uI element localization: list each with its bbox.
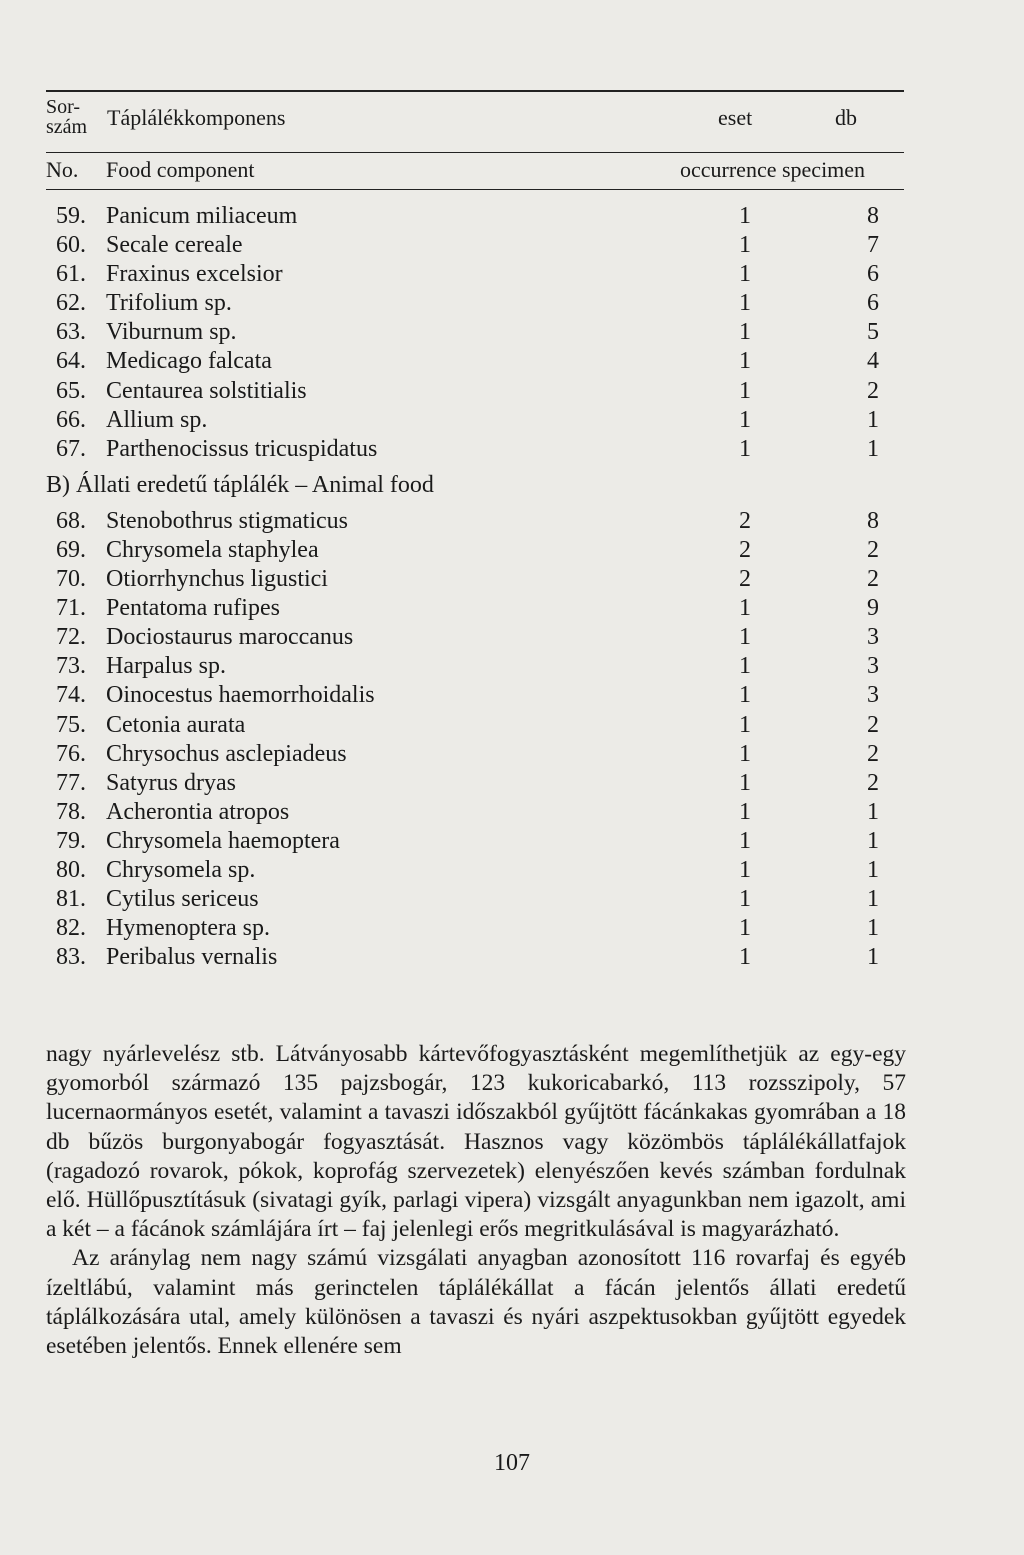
food-component-name: Medicago falcata (106, 348, 272, 375)
row-number: 63. (56, 319, 86, 346)
food-component-name: Stenobothrus stigmaticus (106, 507, 348, 534)
food-component-name: Dociostaurus maroccanus (106, 624, 354, 651)
table-row (46, 885, 904, 914)
header-mid-rule (46, 152, 904, 153)
table-row (46, 681, 904, 710)
occurrence-count: 1 (739, 769, 751, 796)
header-no: No. (46, 157, 79, 182)
header-szam: szám (46, 116, 88, 138)
specimen-count: 3 (867, 682, 879, 709)
specimen-count: 7 (867, 232, 879, 259)
occurrence-count: 1 (739, 290, 751, 317)
header-eset: eset (718, 105, 753, 130)
food-component-name: Hymenoptera sp. (106, 915, 270, 942)
row-number: 83. (56, 944, 86, 971)
food-component-name: Harpalus sp. (106, 653, 226, 680)
food-component-name: Trifolium sp. (106, 290, 232, 317)
occurrence-count: 1 (739, 886, 751, 913)
row-number: 66. (56, 406, 86, 433)
occurrence-count: 1 (739, 915, 751, 942)
row-number: 70. (56, 566, 86, 593)
table-row (46, 507, 904, 536)
row-number: 71. (56, 595, 86, 622)
occurrence-count: 2 (739, 536, 751, 563)
paragraph-2: Az aránylag nem nagy számú vizsgálati anyagban azonosított 116 rovarfaj és egyéb ízeltlábú, valamint más gerinctelen táplálékállat a fácán jelentős állati eredetű táplálkozására utal, amely különösen a tavaszi és nyári aszpektusokban gyűjtött egyedek esetében jelentős. Ennek ellenére sem (46, 1245, 906, 1360)
table-row (46, 594, 904, 623)
table-row (46, 377, 904, 406)
row-number: 60. (56, 232, 86, 259)
row-number: 77. (56, 769, 86, 796)
specimen-count: 2 (867, 711, 879, 738)
row-number: 67. (56, 435, 86, 462)
occurrence-count: 1 (739, 348, 751, 375)
plant-rows (46, 202, 904, 464)
specimen-count: 6 (867, 261, 879, 288)
occurrence-count: 1 (739, 624, 751, 651)
table-row (46, 318, 904, 347)
specimen-count: 9 (867, 595, 879, 622)
food-component-name: Viburnum sp. (106, 319, 237, 346)
row-number: 59. (56, 203, 86, 229)
header-sor: Sor- (46, 96, 81, 118)
food-component-name: Panicum miliaceum (106, 203, 298, 229)
table-row (46, 536, 904, 565)
table-row (46, 652, 904, 681)
food-component-name: Cytilus sericeus (106, 886, 259, 913)
food-component-name: Oinocestus haemorrhoidalis (106, 682, 375, 709)
header-component-hu: Táplálékkomponens (107, 105, 286, 130)
specimen-count: 3 (867, 624, 879, 651)
table-row (46, 914, 904, 943)
specimen-count: 8 (867, 507, 879, 534)
specimen-count: 6 (867, 290, 879, 317)
row-number: 72. (56, 624, 86, 651)
occurrence-count: 1 (739, 856, 751, 883)
food-component-name: Satyrus dryas (106, 769, 236, 796)
occurrence-count: 1 (739, 944, 751, 971)
food-component-name: Acherontia atropos (106, 798, 290, 825)
header-occurrence-specimen: occurrence specimen (680, 157, 866, 182)
food-component-name: Cetonia aurata (106, 711, 246, 738)
header-bottom-rule (46, 189, 904, 190)
section-animal-food-heading: B) Állati eredetű táplálék – Animal food (46, 471, 434, 498)
table-row (46, 798, 904, 827)
row-number: 81. (56, 886, 86, 913)
table-row (46, 740, 904, 769)
occurrence-count: 1 (739, 827, 751, 854)
specimen-count: 2 (867, 740, 879, 767)
specimen-count: 5 (867, 319, 879, 346)
row-number: 65. (56, 377, 86, 404)
occurrence-count: 2 (739, 507, 751, 534)
table-row (46, 856, 904, 885)
row-number: 74. (56, 682, 86, 709)
food-component-name: Chrysochus asclepiadeus (106, 740, 347, 767)
occurrence-count: 1 (739, 203, 751, 229)
specimen-count: 2 (867, 566, 879, 593)
specimen-count: 3 (867, 653, 879, 680)
specimen-count: 1 (867, 886, 879, 913)
table-row (46, 565, 904, 594)
occurrence-count: 1 (739, 232, 751, 259)
specimen-count: 1 (867, 944, 879, 971)
row-number: 73. (56, 653, 86, 680)
table-row (46, 202, 904, 231)
food-component-name: Chrysomela staphylea (106, 536, 319, 563)
occurrence-count: 1 (739, 319, 751, 346)
table-row (46, 711, 904, 740)
food-component-name: Secale cereale (106, 232, 243, 259)
food-component-name: Pentatoma rufipes (106, 595, 280, 622)
food-component-name: Chrysomela haemoptera (106, 827, 340, 854)
occurrence-count: 1 (739, 435, 751, 462)
row-number: 68. (56, 507, 86, 534)
row-number: 79. (56, 827, 86, 854)
header-db: db (835, 105, 857, 130)
specimen-count: 1 (867, 798, 879, 825)
table-top-rule (46, 90, 904, 92)
row-number: 82. (56, 915, 86, 942)
specimen-count: 8 (867, 203, 879, 229)
food-component-name: Allium sp. (106, 406, 208, 433)
occurrence-count: 1 (739, 798, 751, 825)
specimen-count: 2 (867, 536, 879, 563)
occurrence-count: 1 (739, 261, 751, 288)
table-row (46, 435, 904, 464)
row-number: 62. (56, 290, 86, 317)
table-row (46, 260, 904, 289)
row-number: 69. (56, 536, 86, 563)
occurrence-count: 1 (739, 595, 751, 622)
specimen-count: 1 (867, 827, 879, 854)
food-table (46, 202, 904, 972)
animal-rows (46, 507, 904, 973)
specimen-count: 1 (867, 856, 879, 883)
food-component-name: Centaurea solstitialis (106, 377, 307, 404)
table-row (46, 623, 904, 652)
table-row (46, 827, 904, 856)
occurrence-count: 1 (739, 653, 751, 680)
row-number: 80. (56, 856, 86, 883)
specimen-count: 1 (867, 406, 879, 433)
row-number: 76. (56, 740, 86, 767)
occurrence-count: 1 (739, 740, 751, 767)
specimen-count: 1 (867, 435, 879, 462)
food-component-name: Peribalus vernalis (106, 944, 278, 971)
specimen-count: 2 (867, 769, 879, 796)
occurrence-count: 1 (739, 682, 751, 709)
table-row (46, 231, 904, 260)
row-number: 61. (56, 261, 86, 288)
occurrence-count: 1 (739, 377, 751, 404)
body-text (46, 1040, 906, 1361)
table-row (46, 289, 904, 318)
row-number: 75. (56, 711, 86, 738)
header-component-en: Food component (106, 157, 255, 182)
page-number: 107 (494, 1450, 530, 1476)
paragraph-1: nagy nyárlevelész stb. Látványosabb kártevőfogyasztásként megemlíthetjük az egy-egy gyomorból származó 135 pajzsbogár, 123 kukoricabarkó, 113 rozsszipoly, 57 lucernaormányos esetét, valamint a tavaszi időszakból gyűjtött fácánkakas gyomrában a 18 db bűzös burgonyabogár fogyasztását. Hasznos vagy közömbös táplálékállatfajok (ragadozó rovarok, pókok, koprofág szervezetek) elenyészően kevés számban fordulnak elő. Hüllőpusztításuk (sivatagi gyík, parlagi vipera) vizsgált anyagunkban nem igazolt, ami a két – a fácánok számlájára írt – faj jelenlegi erős megritkulásával is magyarázható. (46, 1041, 906, 1243)
occurrence-count: 1 (739, 406, 751, 433)
specimen-count: 1 (867, 915, 879, 942)
row-number: 64. (56, 348, 86, 375)
occurrence-count: 2 (739, 566, 751, 593)
occurrence-count: 1 (739, 711, 751, 738)
table-row (46, 943, 904, 972)
specimen-count: 4 (867, 348, 879, 375)
table-row (46, 769, 904, 798)
specimen-count: 2 (867, 377, 879, 404)
food-component-name: Fraxinus excelsior (106, 261, 283, 288)
food-component-name: Chrysomela sp. (106, 856, 256, 883)
food-component-name: Parthenocissus tricuspidatus (106, 435, 378, 462)
row-number: 78. (56, 798, 86, 825)
food-component-name: Otiorrhynchus ligustici (106, 566, 328, 593)
table-row (46, 406, 904, 435)
table-row (46, 347, 904, 376)
